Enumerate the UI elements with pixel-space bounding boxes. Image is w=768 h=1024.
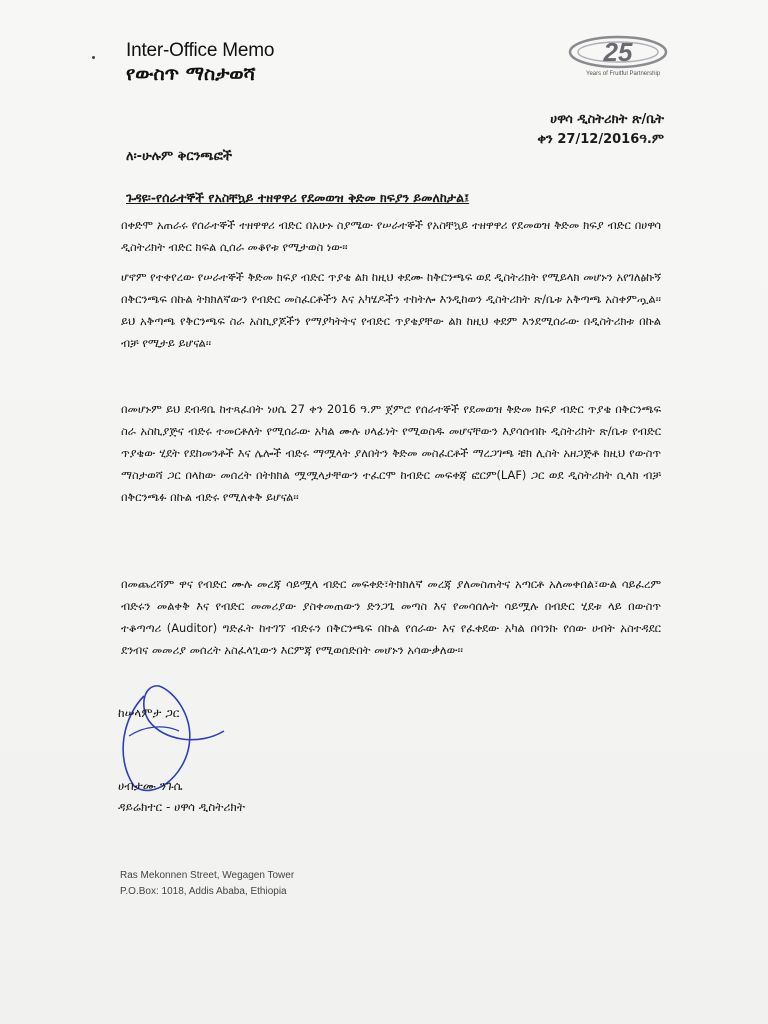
signature-stroke	[123, 686, 224, 791]
memo-title-english: Inter-Office Memo	[126, 40, 275, 61]
address-line-1: Ras Mekonnen Street, Wegagen Tower	[120, 870, 295, 881]
memo-title-amharic: የውስጥ ማስታወሻ	[126, 63, 256, 85]
address-line-2: P.O.Box: 1018, Addis Ababa, Ethiopia	[120, 886, 287, 897]
sender-block	[537, 110, 664, 150]
logo-tagline: Years of Fruitful Partnership	[586, 71, 661, 77]
body-paragraph-4: በመጨረሻም ዋና የብድር ሙሉ መረጃ ሳይሟላ ብድር መፍቀድ፣ትክክለኛ መረጃ ያለመስጠትና አጣርቶ አለመቀበል፣ውል ሳይፈረም ብድሩን መልቀቅ እና የብድር መመሪያው ያስቀመጠውን ድንጋጌ መጣስ እና የመሳሰሉት ሳይሟሉ በብድር ሂደቱ ላይ በውስጥ ተቆጣጣሪ (Auditor) ግድፈት ከተገኘ ብድሩን በቅርንጫፍ በኩል የሰራው እና የፈቀደው አካል በባንኩ የሰው ሀብት አስተዳደር ደንብና መመሪያ መሰረት አስፈላጊውን እርምጃ የሚወሰድበት መሆኑን አሳውቃለው፡፡	[121, 577, 661, 657]
scan-speck	[92, 56, 95, 59]
sender-office: ሀዋሳ ዲስትሪክት ጽ/ቤት	[550, 112, 664, 127]
logo-number: 25	[603, 37, 633, 67]
recipient-line: ለ፡-ሁሉም ቅርንጫፎች	[126, 149, 233, 164]
body-paragraph-3: በመሆኑም ይህ ደብዳቤ ከተጻፈበት ነሀሴ 27 ቀን 2016 ዓ.ም ጀምሮ የሰራተኞች የደመወዝ ቅድመ ክፍያ ብድር ጥያቄ በቅርንጫፍ ስራ አስኪያጅና ብድሩ ተመርቶለት የሚሰራው አካል ሙሉ ሀላፊነት የሚወስዱ መሆናቸውን እያሳሰብኩ ዲስትሪክት ጽ/ቤቱ የብድር ጥያቄው ሂደት የደከመንቶች እና ሌሎች ብድሩ ማሟላት ያለበትን ቅድመ መስፈርቶች ማረጋገጫ ቼክ ሊስት አዘጋጅቶ ከዚህ የውስጥ ማስታወሻ ጋር በላከው መሰረት በትክክል ሟሟላታቸውን ተፈርሞ ከብድር መፍቀጃ ፎርም(LAF) ጋር ወደ ዲስትሪክት ሲላክ ብቻ በቅርንጫፉ በኩል ብድሩ የሚለቀቅ ይሆናል፡፡	[121, 402, 661, 504]
body-paragraph-2: ሆኖም የተቀየረው የሠራተኞች ቅድመ ክፍያ ብድር ጥያቄ ልክ ከዚህ ቀደሙ ከቅርንጫፍ ወደ ዲስትሪክት የሚይላክ መሆኑን አየገለፅኩኝ በቅርንጫፍ በኩል ትክክለኛውን የብድር መስፈርቶችን እና አካሄዶችን ተከትሎ እንዲከወን ዲስትሪክት ጽ/ቤቱ አቅጣጫ አስቀምጧል፡፡ ይህ አቅጣጫ የቅርንጫፍ ስራ አስኪያጆችን የማያካትትና የብድር ጥያቄያቸው ልክ ከዚህ ቀደም እንደሚሰራው በዲስትሪክቱ በኩል ብቻ የሚታይ ይሆናል፡፡	[121, 270, 661, 350]
signatory-name: ሀብታሙ ንጉሴ	[118, 779, 183, 793]
subject-line: ጉዳዩ፡-የሰራተኞች የአስቸኳይ ተዘዋዋሪ የደመወዝ ቅድመ ክፍያን ይመለከታል፤	[126, 190, 470, 205]
signature-stroke-2	[129, 727, 179, 736]
memo-date: ቀን 27/12/2016ዓ.ም	[537, 132, 664, 147]
body-paragraph-1: በቀድሞ አጠራሩ የሰራተኞች ተዘዋዋሪ ብድር በአሁኑ ስያሜው የሠራተኞች የአስቸኳይ ተዘዋዋሪ የደመወዝ ቅድመ ክፍያ ብድር በሀዋሳ ዲስትሪክት ብድር ክፍል ሲሰራ መቆየቱ የሚታወስ ነው፡፡	[121, 218, 661, 254]
signatory-title: ዳይሬክተር - ሀዋሳ ዲስትሪክት	[118, 800, 246, 814]
closing-salutation: ከሠላምታ ጋር	[118, 706, 180, 720]
footer-address	[120, 868, 294, 900]
